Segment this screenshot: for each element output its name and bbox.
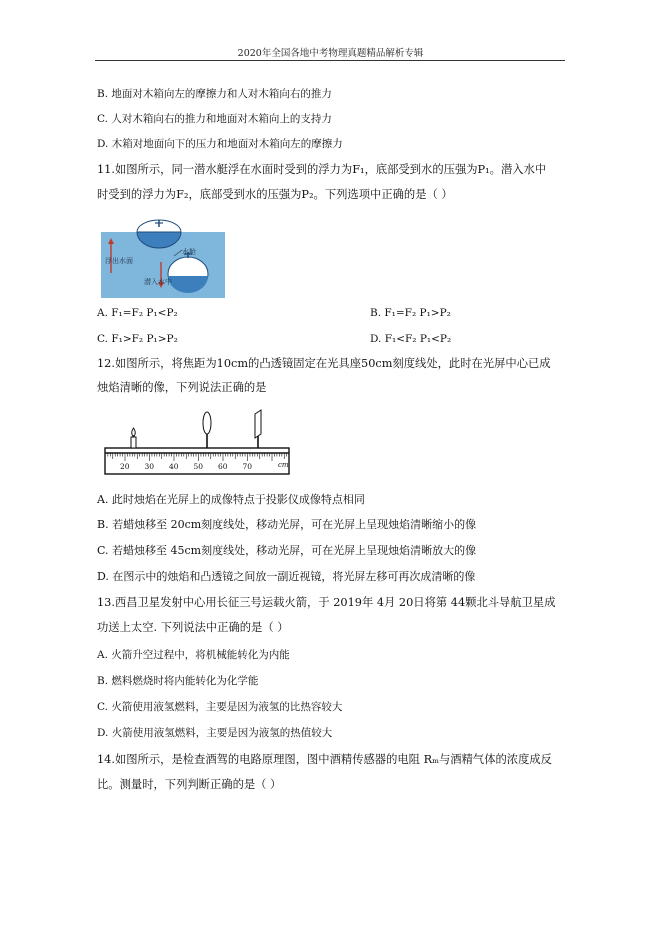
q12-stem-line1: 12.如图所示，将焦距为10cm的凸透镜固定在光具座50cm刻度线处，此时在光屏中心已成 <box>97 357 551 370</box>
q13-option-a: A. 火箭升空过程中，将机械能转化为内能 <box>97 649 290 661</box>
q12-option-d: D. 在图示中的烛焰和凸透镜之间放一副近视镜，将光屏左移可再次成清晰的像 <box>97 570 476 583</box>
ruler-tick-label: 50 <box>193 462 204 471</box>
q12-option-a: A. 此时烛焰在光屏上的成像特点于投影仪成像特点相同 <box>97 493 365 506</box>
q11-option-b: B. F₁=F₂ P₁>P₂ <box>370 307 451 319</box>
q11-option-c: C. F₁>F₂ P₁>P₂ <box>97 333 178 345</box>
q13-option-d: D. 火箭使用液氢燃料，主要是因为液氢的热值较大 <box>97 727 333 739</box>
submarine-label-dive: 潜入水中 <box>144 278 172 286</box>
q10-option-c: C. 人对木箱向右的推力和地面对木箱向上的支持力 <box>97 113 332 125</box>
q11-option-d: D. F₁<F₂ P₁<P₂ <box>370 333 452 345</box>
q14-stem-line1: 14.如图所示，是检查酒驾的电路原理图，图中酒精传感器的电阻 Rₘ与酒精气体的浓度成反 <box>97 753 552 766</box>
q13-option-c: C. 火箭使用液氢燃料，主要是因为液氢的比热容较大 <box>97 701 343 713</box>
submarine-label-float: 浮出水面 <box>105 257 133 265</box>
q10-option-b: B. 地面对木箱向左的摩擦力和人对木箱向右的推力 <box>97 88 332 100</box>
q12-option-b: B. 若蜡烛移至 20cm刻度线处，移动光屏，可在光屏上呈现烛焰清晰缩小的像 <box>97 518 477 531</box>
q12-option-c: C. 若蜡烛移至 45cm刻度线处，移动光屏，可在光屏上呈现烛焰清晰放大的像 <box>97 544 477 557</box>
q11-stem-line2: 时受到的浮力为F₂，底部受到水的压强为P₂。下列选项中正确的是（ ） <box>97 188 453 201</box>
ruler-tick-label: 70 <box>242 462 253 471</box>
ruler-tick-label: 30 <box>144 462 155 471</box>
q14-stem-line2: 比。测量时，下列判断正确的是（ ） <box>97 778 282 791</box>
header-divider <box>95 60 565 61</box>
q10-option-d: D. 木箱对地面向下的压力和地面对木箱向左的摩擦力 <box>97 138 343 150</box>
q11-stem-line1: 11.如图所示，同一潜水艇浮在水面时受到的浮力为F₁，底部受到水的压强为P₁。潜入水中 <box>97 163 547 176</box>
ruler-tick-label: 40 <box>169 462 179 471</box>
q13-option-b: B. 燃料燃烧时将内能转化为化学能 <box>97 675 259 687</box>
page-header: 2020年全国各地中考物理真题精品解析专辑 <box>237 48 424 59</box>
q13-stem-line1: 13.西昌卫星发射中心用长征三号运载火箭，于 2019年 4月 20日将第 44颗北斗导航卫星成 <box>97 596 556 609</box>
q13-stem-line2: 功送上太空. 下列说法中正确的是（ ） <box>97 621 289 634</box>
ruler-tick-label: 60 <box>218 462 228 471</box>
q12-stem-line2: 烛焰清晰的像，下列说法正确的是 <box>97 381 267 394</box>
ruler-tick-label: 20 <box>120 462 130 471</box>
ruler-unit-label: cm <box>278 461 289 469</box>
submarine-label-water: 水舱 <box>182 248 196 256</box>
q11-option-a: A. F₁=F₂ P₁<P₂ <box>97 307 178 319</box>
